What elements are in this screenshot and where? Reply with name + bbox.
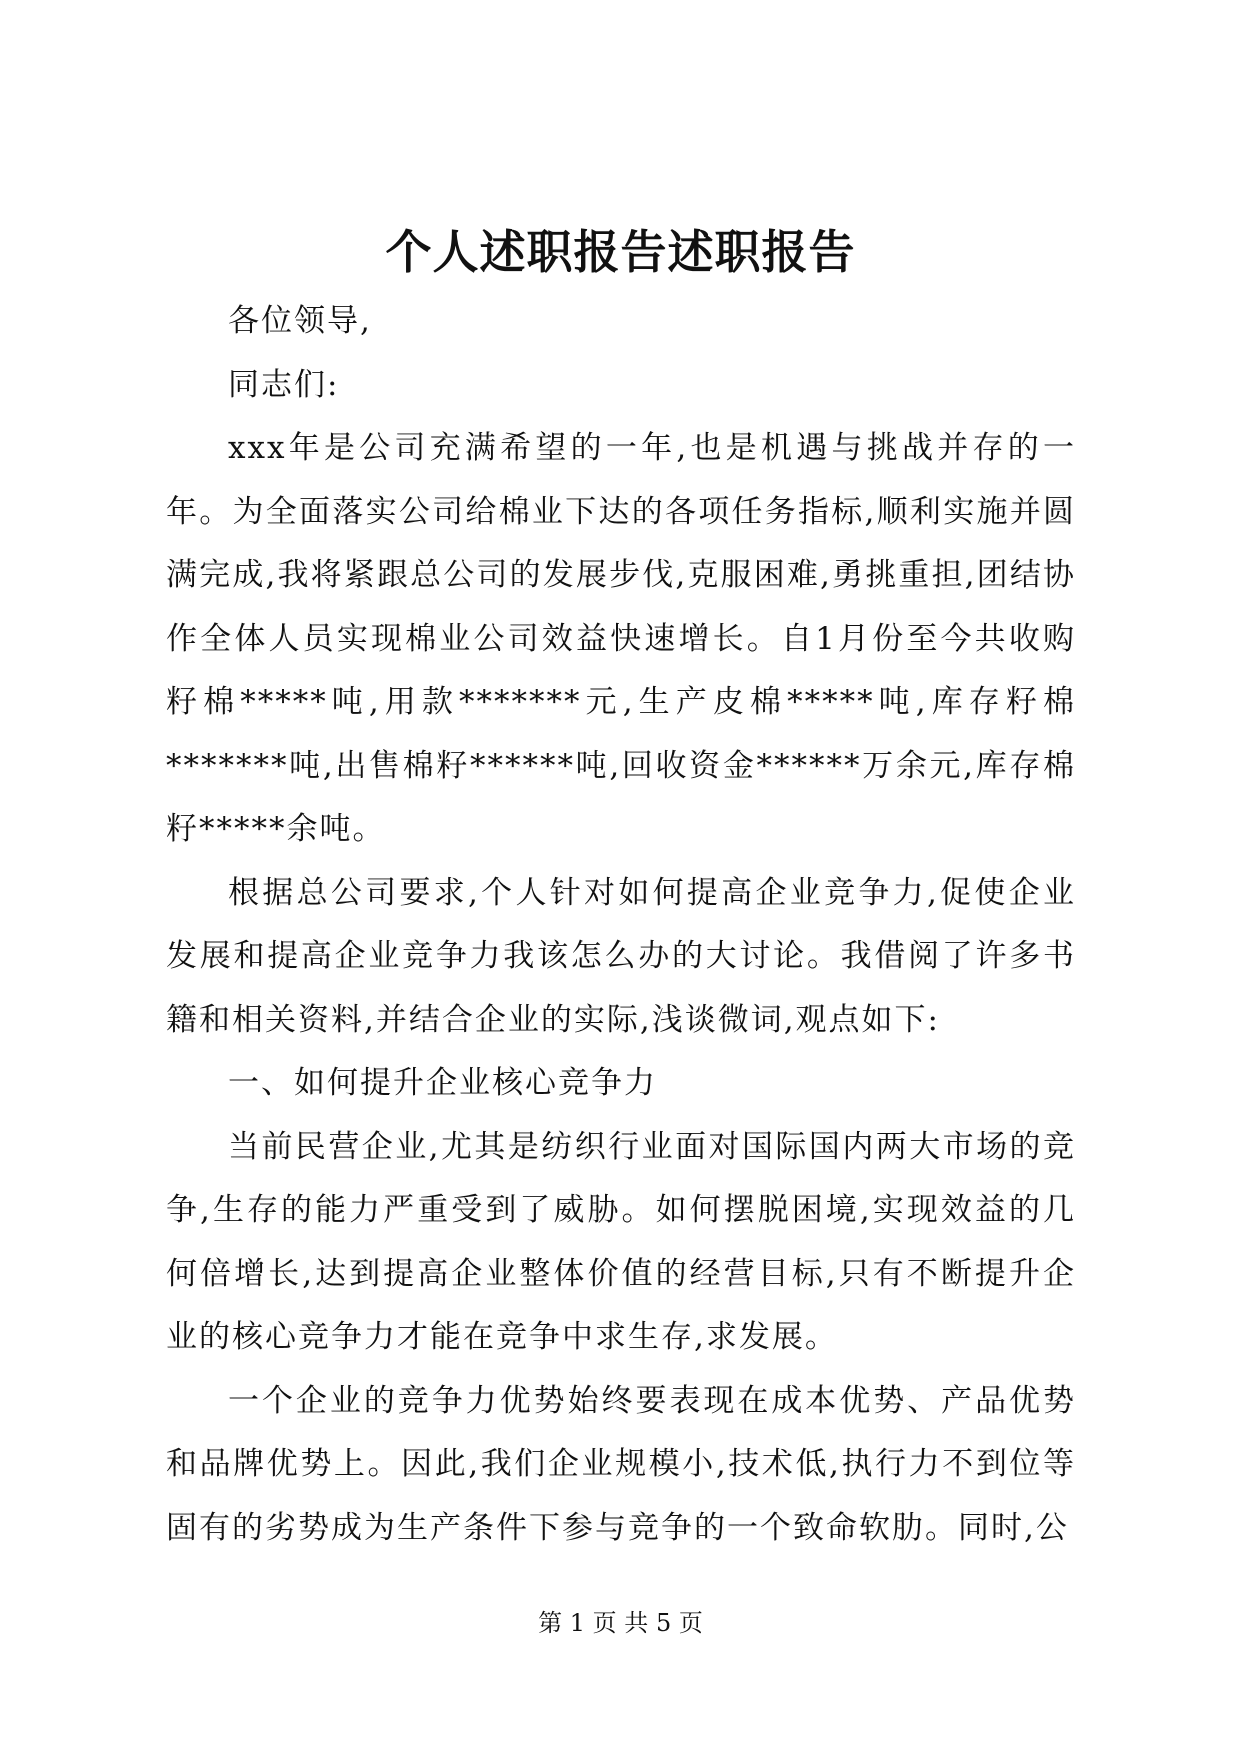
section-heading-1: 一、如何提升企业核心竞争力 [228, 1065, 657, 1101]
paragraph-annual-summary: xxx年是公司充满希望的一年,也是机遇与挑战并存的一年。为全面落实公司给棉业下达的各项任务指标,顺利实施并圆满完成,我将紧跟总公司的发展步伐,克服困难,勇挑重担,团结协作全体人员实现棉业公司效益快速增长。自1月份至今共收购籽棉*****吨,用款*******元,生产皮棉*****吨,库存籽棉*******吨,出售棉籽******吨,回收资金******万余元,库存棉籽*****余吨。 [166, 430, 1076, 847]
page-number-footer: 第 1 页 共 5 页 [538, 1609, 703, 1637]
document-title: 个人述职报告述职报告 [385, 225, 856, 279]
salutation-leaders: 各位领导, [228, 303, 372, 339]
paragraph-competitive-advantage: 一个企业的竞争力优势始终要表现在成本优势、产品优势和品牌优势上。因此,我们企业规模小,技术低,执行力不到位等固有的劣势成为生产条件下参与竞争的一个致命软肋。同时,公 [166, 1382, 1076, 1546]
document-body [166, 290, 1076, 1560]
salutation-comrades: 同志们: [228, 366, 340, 403]
paragraph-discussion-intro: 根据总公司要求,个人针对如何提高企业竞争力,促使企业发展和提高企业竞争力我该怎么办的大讨论。我借阅了许多书籍和相关资料,并结合企业的实际,浅谈微词,观点如下: [166, 874, 1076, 1038]
paragraph-market-competition: 当前民营企业,尤其是纺织行业面对国际国内两大市场的竞争,生存的能力严重受到了威胁。如何摆脱困境,实现效益的几何倍增长,达到提高企业整体价值的经营目标,只有不断提升企业的核心竞争力才能在竞争中求生存,求发展。 [166, 1128, 1076, 1355]
